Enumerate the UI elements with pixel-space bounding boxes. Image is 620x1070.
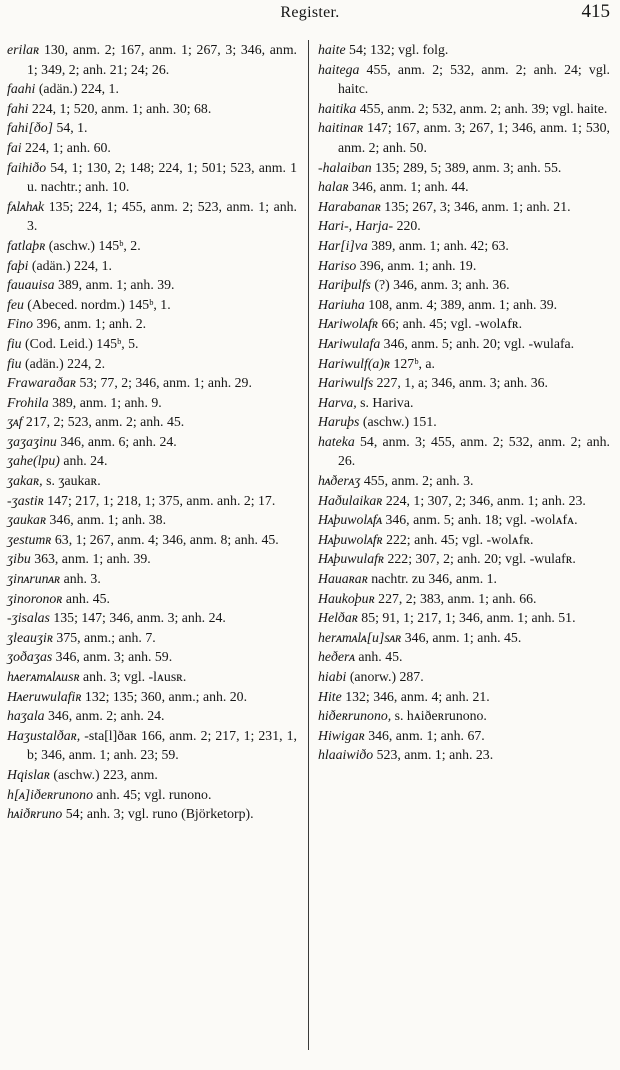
index-references: 54; 132; vgl. folg. [345, 42, 449, 57]
index-headword: haʒala [7, 708, 45, 724]
index-headword: ʒinoronoʀ [7, 590, 63, 606]
index-column-right [318, 40, 610, 765]
index-references: 54, anm. 3; 455, anm. 2; 532, anm. 2; anh. 26. [338, 433, 610, 469]
index-references: 224, 1; 520, anm. 1; anh. 30; 68. [28, 100, 212, 116]
index-headword: hᴀðerᴀʒ [318, 473, 361, 489]
index-references: nachtr. zu 346, anm. 1. [367, 571, 497, 587]
index-headword: Hariwulfs [318, 375, 374, 391]
index-headword: ʒoðaʒas [7, 649, 53, 665]
index-headword: hiðeʀrunono, [318, 708, 392, 724]
index-headword: Hᴀriwulafa [318, 335, 381, 351]
index-headword: Haðulaikaʀ [318, 492, 383, 508]
index-references: 346, anm. 2; anh. 24. [44, 708, 165, 724]
index-references: 389, anm. 1; anh. 9. [48, 394, 162, 410]
index-headword: Hᴀþuwolᴀfᴀ [318, 512, 383, 528]
index-headword: ʒleauʒiʀ [7, 629, 53, 645]
index-references: 108, anm. 4; 389, anm. 1; anh. 39. [364, 296, 558, 312]
index-references: 54; anh. 3; vgl. runo (Björketorp). [62, 806, 254, 822]
index-headword: feu [7, 296, 24, 312]
index-entry [7, 647, 297, 667]
index-references: 135; 289, 5; 389, anm. 3; anh. 55. [371, 159, 562, 175]
index-entry [7, 393, 297, 413]
index-references: 132; 346, anm. 4; anh. 21. [341, 688, 490, 704]
index-entry [318, 334, 610, 354]
index-headword: ʒibu [7, 551, 31, 567]
index-references: 66; anh. 45; vgl. -wolᴀfʀ. [378, 316, 523, 332]
index-entry [318, 412, 610, 432]
index-entry [7, 412, 297, 432]
index-entry [7, 40, 297, 79]
index-entry [7, 373, 297, 393]
index-entry [7, 804, 297, 824]
index-entry [318, 569, 610, 589]
index-references: s. hᴀiðeʀrunono. [391, 708, 487, 724]
index-entry [7, 451, 297, 471]
index-headword: Hari-, Harja- [318, 218, 394, 234]
index-references: (anorw.) 287. [346, 669, 424, 684]
index-entry [7, 569, 297, 589]
index-entry [7, 79, 297, 99]
index-headword: ʒᴀf [7, 414, 23, 430]
index-references: 455, anm. 2; 532, anm. 2; anh. 24; vgl. haitc. [338, 61, 610, 97]
index-entry [318, 314, 610, 334]
index-entry [7, 197, 297, 236]
index-entry [7, 706, 297, 726]
index-headword: Haruþs [318, 414, 360, 430]
index-headword: ʒestumʀ [7, 531, 52, 547]
index-headword: Hᴀþuwulafʀ [318, 551, 385, 567]
page-header [0, 0, 620, 32]
index-headword: ʒahe(lpu) [7, 453, 60, 469]
index-references: 346, anm. 6; anh. 24. [56, 433, 177, 449]
index-references: 224, 1; 307, 2; 346, anm. 1; anh. 23. [382, 492, 586, 508]
index-entry [7, 256, 297, 276]
index-headword: fahi [7, 100, 29, 116]
index-entry [318, 530, 610, 550]
index-entry [7, 765, 297, 785]
index-headword: Hqislaʀ [7, 766, 50, 782]
index-entry [7, 471, 297, 491]
index-headword: h[ᴀ]iðeʀrunono [7, 786, 93, 802]
index-references: (aschw.) 145ᵇ, 2. [45, 237, 141, 253]
index-references: 147; 217, 1; 218, 1; 375, anm. anh. 2; 17. [43, 492, 276, 508]
column-divider [308, 40, 309, 1050]
index-entry [7, 608, 297, 628]
index-entry [318, 216, 610, 236]
index-references: 135; 267, 3; 346, anm. 1; anh. 21. [380, 198, 571, 214]
index-references: (?) 346, anm. 3; anh. 36. [370, 277, 510, 293]
index-entry [318, 510, 610, 530]
index-references: (adän.) 224, 1. [35, 81, 119, 97]
index-entry [318, 393, 610, 413]
index-entry [7, 314, 297, 334]
index-entry [318, 99, 610, 119]
index-references: 389, anm. 1; anh. 42; 63. [367, 237, 509, 253]
index-entry [318, 275, 610, 295]
index-entry [318, 256, 610, 276]
index-references: 227, 2; 383, anm. 1; anh. 66. [374, 590, 537, 606]
index-references: 346, anm. 1; anh. 38. [46, 512, 167, 528]
index-headword: Hariwulf(a)ʀ [318, 355, 391, 371]
index-references: 63, 1; 267, anm. 4; 346, anm. 8; anh. 45. [51, 531, 279, 547]
index-references: 127ᵇ, a. [390, 355, 435, 371]
index-headword: faþi [7, 257, 29, 273]
index-references: 222; anh. 45; vgl. -wolᴀfʀ. [382, 531, 534, 547]
index-entry [318, 706, 610, 726]
index-references: 217, 2; 523, anm. 2; anh. 45. [22, 414, 185, 430]
index-headword: Hᴀþuwolᴀfʀ [318, 531, 383, 547]
index-references: (adän.) 224, 2. [21, 355, 106, 371]
index-references: anh. 24. [59, 453, 108, 469]
index-entry [318, 628, 610, 648]
index-headword: Hariþulfs [318, 277, 371, 293]
index-headword: fatlaþʀ [7, 237, 46, 253]
index-references: -sta[l]ðaʀ 166, anm. 2; 217, 1; 231, 1, b; 346, anm. 1; anh. 23; 59. [27, 727, 297, 763]
index-headword: hiabi [318, 669, 347, 684]
index-headword: hᴀerᴀmᴀlᴀusʀ [7, 669, 80, 684]
index-headword: -ʒisalas [7, 610, 50, 626]
index-headword: haite [318, 42, 346, 57]
index-references: 85; 91, 1; 217, 1; 346, anm. 1; anh. 51. [357, 610, 576, 626]
index-headword: Hᴀeruwulafiʀ [7, 688, 82, 704]
index-references: 455, anm. 2; anh. 3. [360, 473, 474, 489]
index-headword: haitega [318, 61, 360, 77]
index-entry [7, 354, 297, 374]
index-entry [7, 432, 297, 452]
index-references: 132; 135; 360, anm.; anh. 20. [81, 688, 248, 704]
index-references: 147; 167, anm. 3; 267, 1; 346, anm. 1; 530, anm. 2; anh. 50. [338, 120, 610, 155]
running-title: Register. [280, 4, 340, 21]
index-entry [318, 647, 610, 667]
index-headword: Haukoþuʀ [318, 590, 375, 606]
index-entry [7, 589, 297, 609]
page-number: 415 [581, 1, 610, 22]
index-entry [7, 275, 297, 295]
index-entry [318, 667, 610, 687]
index-headword: haitika [318, 100, 357, 116]
index-references: anh. 45; vgl. runono. [92, 786, 212, 802]
index-references: 346, anm. 5; anh. 20; vgl. -wulafa. [380, 335, 575, 351]
index-references: 346, anm. 1; anh. 44. [348, 179, 469, 195]
index-references: 396, anm. 1; anh. 19. [356, 257, 477, 273]
index-entry [7, 687, 297, 707]
index-headword: Hauaʀaʀ [318, 571, 368, 587]
index-headword: hᴀiðʀruno [7, 806, 63, 822]
index-entry [7, 158, 297, 197]
index-entry [7, 118, 297, 138]
index-entry [318, 589, 610, 609]
index-headword: fiu [7, 335, 22, 351]
index-references: 227, 1, a; 346, anm. 3; anh. 36. [373, 375, 548, 391]
index-entry [318, 549, 610, 569]
index-headword: fai [7, 139, 22, 155]
index-references: 220. [393, 218, 421, 234]
index-references: anh. 45. [62, 590, 110, 606]
index-entry [7, 726, 297, 765]
index-headword: herᴀmᴀlᴀ[u]sᴀʀ [318, 629, 402, 645]
index-entry [7, 549, 297, 569]
index-references: anh. 3. [60, 571, 101, 587]
index-references: s. ʒaukaʀ. [42, 473, 101, 489]
index-headword: Hite [318, 688, 342, 704]
index-references: 396, anm. 1; anh. 2. [33, 316, 147, 332]
index-headword: Hᴀriwolᴀfʀ [318, 316, 379, 332]
index-references: 222; 307, 2; anh. 20; vgl. -wulafʀ. [384, 551, 576, 567]
index-headword: fahi[ðo] [7, 120, 53, 136]
index-headword: Har[i]va [318, 237, 368, 253]
index-headword: Helðaʀ [318, 610, 358, 626]
index-references: 346, anm. 3; anh. 59. [52, 649, 173, 665]
index-entry [7, 785, 297, 805]
index-entry [318, 373, 610, 393]
index-references: 346, anm. 5; anh. 18; vgl. -wolᴀfᴀ. [382, 512, 578, 528]
index-entry [318, 40, 610, 60]
index-references: 135; 224, 1; 455, anm. 2; 523, anm. 1; anh. 3. [27, 198, 297, 234]
index-references: 130, anm. 2; 167, anm. 1; 267, 3; 346, anm. 1; 349, 2; anh. 21; 24; 26. [27, 42, 297, 77]
index-entry [318, 687, 610, 707]
index-headword: fauauisa [7, 277, 55, 293]
index-entry [318, 726, 610, 746]
index-references: 54, 1. [53, 120, 88, 136]
index-headword: ʒaukaʀ [7, 512, 47, 528]
index-entry [318, 197, 610, 217]
index-headword: -halaiban [318, 159, 372, 175]
index-headword: Hariso [318, 257, 357, 273]
index-headword: Hariuha [318, 296, 365, 312]
index-entry [7, 667, 297, 687]
index-references: s. Hariva. [356, 394, 414, 410]
index-headword: Frawaraðaʀ [7, 375, 76, 391]
index-headword: Haʒustalðaʀ, [7, 727, 81, 743]
index-references: 346, anm. 1; anh. 45. [401, 629, 522, 645]
index-headword: faihiðo [7, 159, 47, 175]
index-headword: Frohila [7, 394, 49, 410]
index-entry [318, 236, 610, 256]
index-headword: halaʀ [318, 179, 349, 195]
index-entry [7, 491, 297, 511]
index-references: (aschw.) 223, anm. [49, 766, 158, 782]
index-references: 53; 77, 2; 346, anm. 1; anh. 29. [76, 375, 252, 391]
index-entry [7, 138, 297, 158]
index-references: anh. 45. [354, 649, 403, 665]
index-headword: Harabanaʀ [318, 198, 381, 214]
index-references: (adän.) 224, 1. [28, 257, 112, 273]
index-references: 135; 147; 346, anm. 3; anh. 24. [49, 610, 226, 626]
index-references: 375, anm.; anh. 7. [52, 629, 156, 645]
index-entry [318, 158, 610, 178]
index-references: (aschw.) 151. [359, 414, 437, 430]
index-references: 455, anm. 2; 532, anm. 2; anh. 39; vgl. haite. [356, 100, 608, 116]
index-references: 389, anm. 1; anh. 39. [54, 277, 175, 293]
index-headword: Harva, [318, 394, 357, 410]
index-headword: ʒakaʀ, [7, 473, 43, 489]
index-entry [7, 236, 297, 256]
index-headword: Hiwigaʀ [318, 727, 365, 743]
index-headword: hlaaiwiðo [318, 747, 374, 763]
index-headword: haitinaʀ [318, 120, 364, 136]
index-entry [318, 471, 610, 491]
index-references: 346, anm. 1; anh. 67. [364, 727, 485, 743]
index-entry [318, 118, 610, 157]
index-headword: ʒinᴀrunᴀʀ [7, 571, 61, 587]
index-entry [318, 354, 610, 374]
index-headword: hateka [318, 433, 355, 449]
index-headword: erilaʀ [7, 42, 40, 57]
index-entry [7, 334, 297, 354]
index-entry [318, 745, 610, 765]
index-entry [7, 99, 297, 119]
index-entry [318, 432, 610, 471]
index-entry [7, 530, 297, 550]
index-headword: Fino [7, 316, 34, 332]
index-references: 523, anm. 1; anh. 23. [373, 747, 494, 763]
index-entry [318, 608, 610, 628]
index-entry [7, 295, 297, 315]
index-headword: ʒaʒaʒinu [7, 433, 57, 449]
index-references: anh. 3; vgl. -lᴀusʀ. [79, 669, 187, 684]
index-headword: fᴀlᴀhᴀk [7, 198, 45, 214]
index-entry [318, 177, 610, 197]
index-references: (Abeced. nordm.) 145ᵇ, 1. [23, 296, 171, 312]
index-entry [318, 60, 610, 99]
index-entry [7, 510, 297, 530]
index-references: 363, anm. 1; anh. 39. [30, 551, 151, 567]
index-headword: faahi [7, 81, 36, 97]
index-entry [7, 628, 297, 648]
index-references: (Cod. Leid.) 145ᵇ, 5. [21, 335, 139, 351]
index-headword: fiu [7, 355, 22, 371]
index-headword: heðerᴀ [318, 649, 355, 665]
index-references: 224, 1; anh. 60. [21, 139, 111, 155]
index-entry [318, 491, 610, 511]
index-entry [318, 295, 610, 315]
index-column-left [7, 40, 297, 824]
index-headword: -ʒastiʀ [7, 492, 44, 508]
index-references: 54, 1; 130, 2; 148; 224, 1; 501; 523, anm. 1 u. nachtr.; anh. 10. [27, 159, 297, 195]
